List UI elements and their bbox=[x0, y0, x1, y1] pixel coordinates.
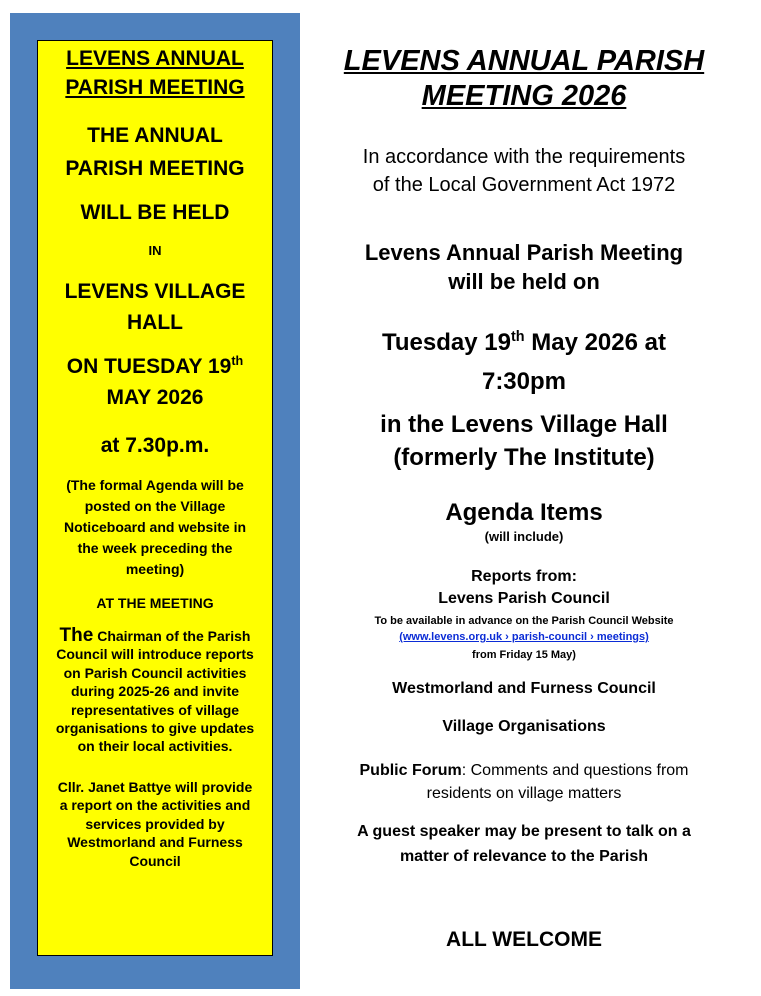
side-date-month: MAY 2026 bbox=[106, 386, 204, 409]
page-title-line: LEVENS ANNUAL PARISH bbox=[343, 45, 705, 77]
side-cllr-line: Westmorland and Furness bbox=[67, 834, 243, 851]
guest-speaker-line: A guest speaker may be present to talk on a bbox=[357, 823, 691, 840]
availability-date-note: from Friday 15 May) bbox=[472, 649, 576, 661]
side-will-be-held: WILL BE HELD bbox=[80, 201, 230, 224]
meeting-announcement bbox=[312, 238, 736, 296]
meeting-announcement-line: will be held on bbox=[448, 269, 600, 294]
side-cllr-line: a report on the activities and bbox=[59, 797, 251, 814]
side-date-ordinal: th bbox=[231, 354, 244, 368]
meeting-venue bbox=[312, 408, 736, 474]
meeting-time: 7:30pm bbox=[481, 368, 567, 395]
meeting-venue-line: in the Levens Village Hall bbox=[380, 411, 668, 438]
agenda-subheading: (will include) bbox=[484, 529, 564, 544]
agenda-heading: Agenda Items bbox=[445, 499, 603, 526]
reports-from-label: Reports from: bbox=[471, 568, 577, 585]
side-chairman-line: representatives of village bbox=[70, 701, 240, 718]
meeting-announcement-line: Levens Annual Parish Meeting bbox=[364, 240, 684, 265]
side-chairman-line: organisations to give updates bbox=[55, 720, 255, 737]
page-title-line: MEETING 2026 bbox=[421, 80, 627, 112]
guest-speaker-note bbox=[312, 819, 736, 869]
meeting-date bbox=[312, 323, 736, 401]
side-chairman-line: Chairman of the Parish bbox=[93, 628, 251, 644]
side-notice-panel bbox=[37, 40, 273, 956]
side-intro bbox=[44, 119, 266, 185]
public-forum-label: Public Forum bbox=[359, 762, 462, 779]
agenda-item-public-forum bbox=[312, 759, 736, 805]
side-date bbox=[44, 351, 266, 413]
side-cllr-line: Cllr. Janet Battye will provide bbox=[57, 779, 253, 795]
side-at-meeting: AT THE MEETING bbox=[96, 595, 214, 611]
all-welcome: ALL WELCOME bbox=[446, 928, 602, 951]
side-chairman-line: on their local activities. bbox=[77, 738, 233, 755]
agenda-item-parish-council: Levens Parish Council bbox=[438, 590, 610, 607]
meeting-date-ordinal: th bbox=[510, 329, 525, 345]
agenda-item-village-organisations: Village Organisations bbox=[442, 718, 606, 735]
side-heading-line: LEVENS ANNUAL bbox=[66, 47, 244, 70]
side-date-day: ON TUESDAY 19 bbox=[66, 355, 232, 378]
side-chairman-line: on Parish Council activities bbox=[63, 664, 247, 681]
meeting-venue-line: (formerly The Institute) bbox=[393, 444, 655, 471]
side-agenda-note-line: Noticeboard and website in bbox=[63, 519, 247, 535]
side-cllr-text bbox=[44, 778, 266, 870]
side-agenda-note-line: (The formal Agenda will be bbox=[66, 477, 244, 493]
side-chairman-text bbox=[44, 627, 266, 756]
side-chairman-line: during 2025-26 and invite bbox=[70, 683, 240, 700]
side-time: at 7.30p.m. bbox=[100, 434, 210, 457]
side-heading-line: PARISH MEETING bbox=[65, 76, 245, 99]
public-forum-text: residents on village matters bbox=[426, 785, 622, 802]
side-agenda-note-line: meeting) bbox=[125, 561, 185, 577]
side-cllr-line: Council bbox=[129, 852, 181, 869]
side-venue bbox=[44, 276, 266, 338]
side-venue-line: LEVENS VILLAGE bbox=[64, 280, 246, 303]
side-in: IN bbox=[148, 243, 162, 258]
side-agenda-note-line: the week preceding the bbox=[77, 540, 233, 556]
public-forum-text: : Comments and questions from bbox=[461, 762, 689, 779]
side-agenda-note-line: posted on the Village bbox=[84, 498, 226, 514]
meeting-date-day: Tuesday 19 bbox=[382, 329, 511, 356]
side-chairman-first-word: The bbox=[59, 625, 94, 646]
side-chairman-line: Council will introduce reports bbox=[56, 646, 254, 663]
legal-statement-line: In accordance with the requirements bbox=[362, 146, 686, 168]
side-heading bbox=[44, 44, 266, 102]
legal-statement-line: of the Local Government Act 1972 bbox=[372, 174, 676, 196]
agenda-item-wf-council: Westmorland and Furness Council bbox=[392, 680, 656, 697]
side-venue-line: HALL bbox=[127, 311, 183, 334]
side-agenda-note bbox=[44, 475, 266, 580]
guest-speaker-line: matter of relevance to the Parish bbox=[399, 848, 649, 865]
page-title bbox=[312, 44, 736, 114]
legal-statement bbox=[312, 143, 736, 199]
side-intro-line: PARISH MEETING bbox=[65, 157, 245, 180]
availability-note: To be available in advance on the Parish Council Website bbox=[374, 615, 674, 627]
meeting-date-rest: May 2026 at bbox=[524, 329, 666, 356]
website-link[interactable]: (www.levens.org.uk › parish-council › meetings) bbox=[399, 631, 649, 643]
side-intro-line: THE ANNUAL bbox=[87, 124, 223, 147]
side-cllr-line: services provided by bbox=[85, 815, 225, 832]
